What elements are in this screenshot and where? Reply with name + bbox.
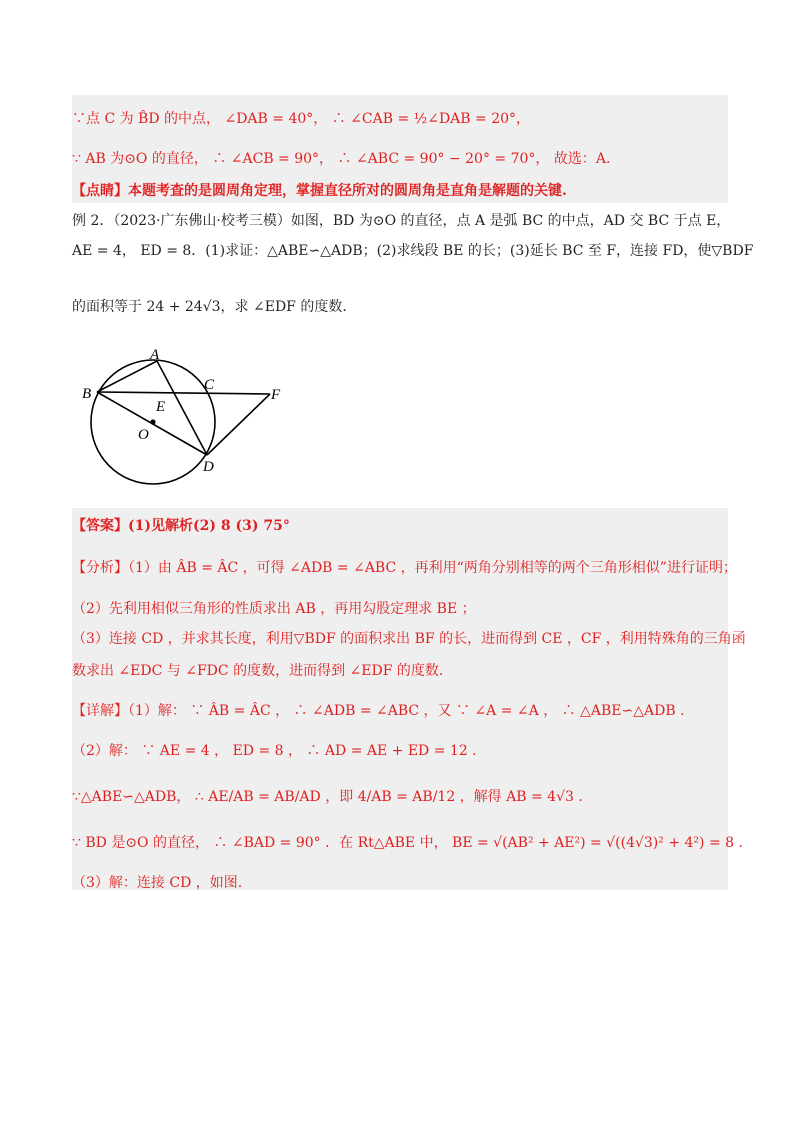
- label-f: F: [271, 387, 281, 403]
- label-o: O: [138, 427, 149, 443]
- example-line-3: 的面积等于 24 + 24√3，求 ∠EDF 的度数.: [72, 299, 347, 315]
- label-b: B: [82, 386, 92, 402]
- top-line-3: 【点睛】本题考查的是圆周角定理，掌握直径所对的圆周角是直角是解题的关键.: [72, 183, 567, 199]
- geometry-diagram: [80, 345, 300, 495]
- segment-fd: [207, 394, 270, 455]
- label-e: E: [156, 399, 166, 415]
- example-line-2: AE = 4， ED = 8．(1)求证：△ABE∽△ADB；(2)求线段 BE 的长；(3)延长 BC 至 F，连接 FD，使▽BDF: [72, 243, 754, 259]
- segment-bf: [97, 392, 270, 394]
- label-c: C: [204, 377, 215, 393]
- answer-line-9: ∵ BD 是⊙O 的直径， ∴ ∠BAD = 90° ．在 Rt△ABE 中， BE = √(AB² + AE²) = √((4√3)² + 4²) = 8 .: [72, 835, 743, 851]
- answer-line-3: （2）先利用相似三角形的性质求出 AB ，再用勾股定理求 BE ；: [72, 601, 476, 617]
- answer-line-5: 数求出 ∠EDC 与 ∠FDC 的度数，进而得到 ∠EDF 的度数.: [72, 663, 444, 679]
- answer-line-2: 【分析】（1）由 ÂB = ÂC ，可得 ∠ADB = ∠ABC ，再利用“两角分别相等的两个三角形相似”进行证明；: [72, 560, 737, 576]
- center-dot: [150, 419, 155, 424]
- answer-line-4: （3）连接 CD ，并求其长度，利用▽BDF 的面积求出 BF 的长，进而得到 CE ，CF ，利用特殊角的三角函: [72, 631, 746, 647]
- label-a: A: [150, 347, 160, 363]
- example-line-1: 例 2．（2023·广东佛山·校考三模）如图，BD 为⊙O 的直径，点 A 是弧 BC 的中点，AD 交 BC 于点 E，: [72, 213, 731, 229]
- answer-line-7: （2）解： ∵ AE = 4 ， ED = 8 ， ∴ AD = AE + ED = 12 .: [72, 743, 477, 759]
- top-line-1: ∵点 C 为 B̂D 的中点， ∠DAB = 40°， ∴ ∠CAB = ½∠DAB = 20°，: [72, 111, 531, 127]
- label-d: D: [203, 459, 214, 475]
- answer-line-1: 【答案】(1)见解析(2) 8 (3) 75°: [72, 518, 290, 534]
- answer-line-8: ∵△ABE∽△ADB， ∴ AE/AB = AB/AD ，即 4/AB = AB/12 ，解得 AB = 4√3 .: [72, 789, 583, 805]
- top-line-2: ∵ AB 为⊙O 的直径， ∴ ∠ACB = 90°， ∴ ∠ABC = 90° − 20° = 70°， 故选：A.: [72, 151, 611, 167]
- answer-line-6: 【详解】（1）解： ∵ ÂB = ÂC ， ∴ ∠ADB = ∠ABC ，又 ∵ ∠A = ∠A ， ∴ △ABE∽△ADB .: [72, 703, 685, 719]
- answer-line-10: （3）解：连接 CD ，如图.: [72, 875, 243, 891]
